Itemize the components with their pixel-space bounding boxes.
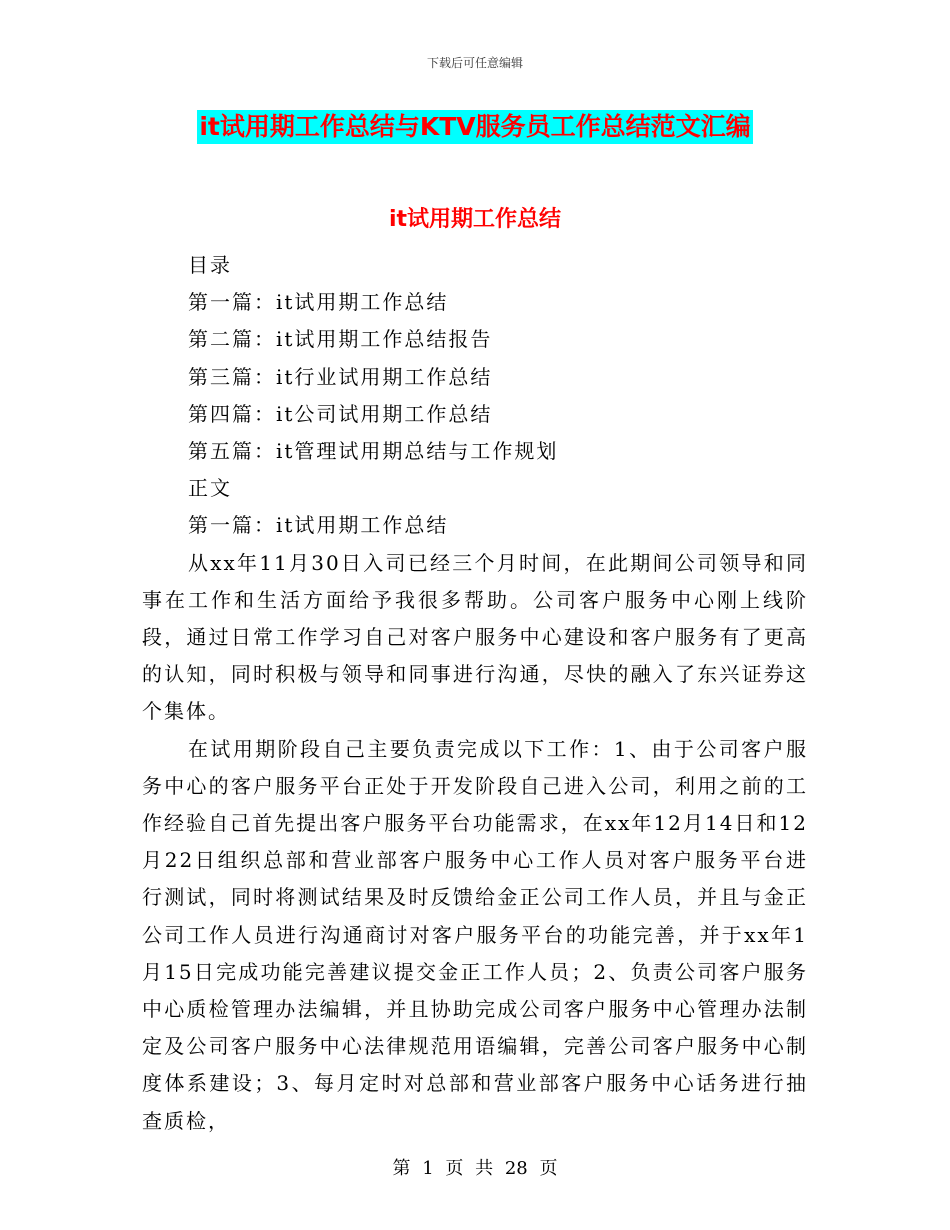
toc-item-4: 第四篇：it公司试用期工作总结	[188, 401, 493, 426]
paragraph-1: 从xx年11月30日入司已经三个月时间，在此期间公司领导和同事在工作和生活方面给予我很多帮助。公司客户服务中心刚上线阶段，通过日常工作学习自己对客户服务中心建设和客户服务有了更高的认知，同时积极与领导和同事进行沟通，尽快的融入了东兴证券这个集体。	[142, 550, 808, 724]
toc-item-5: 第五篇：it管理试用期总结与工作规划	[188, 439, 559, 464]
toc-heading: 目录	[188, 253, 232, 277]
main-title: it试用期工作总结与KTV服务员工作总结范文汇编	[197, 110, 752, 144]
header-note: 下载后可任意编辑	[426, 56, 523, 70]
sub-title: it试用期工作总结	[388, 207, 562, 232]
main-title-wrap	[0, 110, 950, 144]
document-body	[142, 247, 808, 1140]
toc-item-1: 第一篇：it试用期工作总结	[188, 290, 449, 315]
body-heading: 正文	[188, 476, 232, 501]
toc-item-3: 第三篇：it行业试用期工作总结	[188, 364, 493, 389]
page-footer: 第 1 页 共 28 页	[392, 1158, 558, 1179]
toc-item-2: 第二篇：it试用期工作总结报告	[188, 327, 493, 352]
paragraph-2: 在试用期阶段自己主要负责完成以下工作：1、由于公司客户服务中心的客户服务平台正处于开发阶段自己进入公司，利用之前的工作经验自己首先提出客户服务平台功能需求，在xx年12月14日和12月22日组织总部和营业部客户服务中心工作人员对客户服务平台进行测试，同时将测试结果及时反馈给金正公司工作人员，并且与金正公司工作人员进行沟通商讨对客户服务平台的功能完善，并于xx年1月15日完成功能完善建议提交金正工作人员；2、负责公司客户服务中心质检管理办法编辑，并且协助完成公司客户服务中心管理办法制定及公司客户服务中心法律规范用语编辑，完善公司客户服务中心制度体系建设；3、每月定时对总部和营业部客户服务中心话务进行抽查质检，	[142, 736, 808, 1133]
section-heading: 第一篇：it试用期工作总结	[188, 513, 449, 538]
